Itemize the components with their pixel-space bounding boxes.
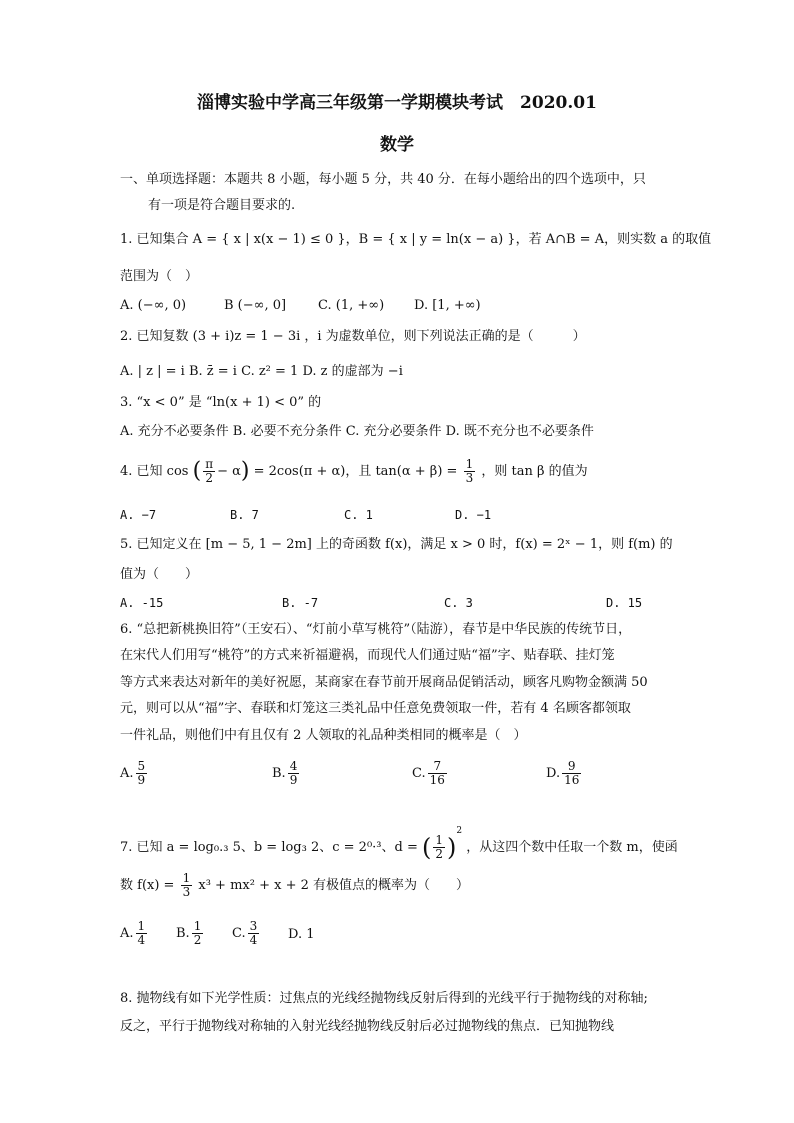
q5-stem-line2: 值为（ ） bbox=[120, 567, 199, 582]
q7-option-d: D. 1 bbox=[288, 927, 315, 942]
q7-option-b: B. $\frac{1}{2}$ bbox=[176, 919, 202, 947]
q7-stem-line2: 数 f(x) = $\frac{1}{3}$ x³ + mx² + x + 2 有极值点的概率为（ ） bbox=[120, 871, 469, 899]
q4-frac-one-third: $\frac{1}{3}$ bbox=[465, 457, 474, 485]
q8-stem-line2: 反之，平行于抛物线对称轴的入射光线经抛物线反射后必过抛物线的焦点．已知抛物线 bbox=[120, 1019, 615, 1034]
q6-stem-line5: 一件礼品，则他们中有且仅有 2 人领取的礼品种类相同的概率是（ ） bbox=[120, 728, 527, 743]
q6-option-d: D. $\frac{9}{16}$ bbox=[546, 759, 580, 787]
q5-option-d: D. 15 bbox=[606, 596, 643, 610]
q5-option-c: C. 3 bbox=[444, 596, 473, 610]
q6-stem-line4: 元，则可以从“福”字、春联和灯笼这三类礼品中任意免费领取一件，若有 4 名顾客都领取 bbox=[120, 701, 631, 716]
q4-option-d: D. −1 bbox=[455, 508, 492, 522]
q5-option-a: A. -15 bbox=[120, 596, 164, 610]
q3-stem: 3. “x < 0” 是 “ln(x + 1) < 0” 的 bbox=[120, 395, 322, 410]
section-heading-line2: 有一项是符合题目要求的. bbox=[148, 198, 296, 213]
q4-stem-d: ，则 tan β 的值为 bbox=[481, 464, 588, 479]
q4-frac-pi-over-2: $\frac{\pi}{2}$ bbox=[205, 457, 214, 485]
q1-option-d: D. [1, +∞) bbox=[414, 298, 481, 313]
q6-stem-line3: 等方式来表达对新年的美好祝愿，某商家在春节前开展商品促销活动，顾客凡购物金额满 50 bbox=[120, 675, 648, 690]
q1-stem-line1: 1. 已知集合 A = { x | x(x − 1) ≤ 0 }，B = { x | y = ln(x − a) }，若 A∩B = A，则实数 a 的取值 bbox=[120, 232, 712, 247]
q5-stem-line1: 5. 已知定义在 [m − 5, 1 − 2m] 上的奇函数 f(x)，满足 x > 0 时，f(x) = 2ˣ − 1，则 f(m) 的 bbox=[120, 537, 673, 552]
q3-options: A. 充分不必要条件 B. 必要不充分条件 C. 充分必要条件 D. 既不充分也不必要条件 bbox=[120, 424, 594, 439]
q6-option-c: C. $\frac{7}{16}$ bbox=[412, 759, 445, 787]
q6-stem-line2: 在宋代人们用写“桃符”的方式来祈福避祸，而现代人们通过贴“福”字、贴春联、挂灯笼 bbox=[120, 648, 615, 663]
exam-title: 淄博实验中学高三年级第一学期模块考试 2020.01 bbox=[197, 93, 597, 113]
q4-stem-c: = 2cos(π + α)，且 tan(α + β) = bbox=[253, 464, 458, 479]
q7-option-a: A. $\frac{1}{4}$ bbox=[120, 919, 146, 947]
q1-option-a: A. (−∞, 0) bbox=[120, 298, 187, 313]
q6-option-a: A. $\frac{5}{9}$ bbox=[120, 759, 146, 787]
q4-option-b: B. 7 bbox=[230, 508, 259, 522]
q7-option-c: C. $\frac{3}{4}$ bbox=[232, 919, 258, 947]
q2-options: A. | z | = i B. z̄ = i C. z² = 1 D. z 的虚部为 −i bbox=[120, 364, 403, 379]
q8-stem-line1: 8. 抛物线有如下光学性质：过焦点的光线经抛物线反射后得到的光线平行于抛物线的对称轴; bbox=[120, 991, 648, 1006]
q7-stem-line1: 7. 已知 a = log₀.₃ 5、b = log₃ 2、c = 2⁰·³、d = ( $\frac{1}{2}$ )$^2$ ，从这四个数中任取一个数 m，使函 bbox=[120, 826, 678, 862]
q4-option-a: A. −7 bbox=[120, 508, 157, 522]
q1-stem-line2: 范围为（ ） bbox=[120, 269, 199, 284]
q6-stem-line1: 6. “总把新桃换旧符”（王安石）、“灯前小草写桃符”（陆游），春节是中华民族的传统节日， bbox=[120, 622, 632, 637]
q4-stem-a: 4. 已知 cos bbox=[120, 464, 189, 479]
q6-option-b: B. $\frac{4}{9}$ bbox=[272, 759, 298, 787]
section-heading-line1: 一、单项选择题：本题共 8 小题，每小题 5 分，共 40 分．在每小题给出的四个选项中，只 bbox=[120, 172, 646, 187]
q1-option-c: C. (1, +∞) bbox=[318, 298, 385, 313]
q4-paren-close: ) bbox=[240, 458, 250, 484]
q4-paren-open: ( bbox=[192, 458, 202, 484]
q2-stem: 2. 已知复数 (3 + i)z = 1 − 3i ，i 为虚数单位，则下列说法正确的是（ ） bbox=[120, 329, 586, 344]
q1-option-b: B (−∞, 0] bbox=[224, 298, 287, 313]
subject-title: 数学 bbox=[380, 135, 414, 155]
q4-stem-b: − α bbox=[217, 464, 241, 479]
q4-stem bbox=[120, 458, 588, 485]
q5-option-b: B. -7 bbox=[282, 596, 319, 610]
q4-option-c: C. 1 bbox=[344, 508, 373, 522]
